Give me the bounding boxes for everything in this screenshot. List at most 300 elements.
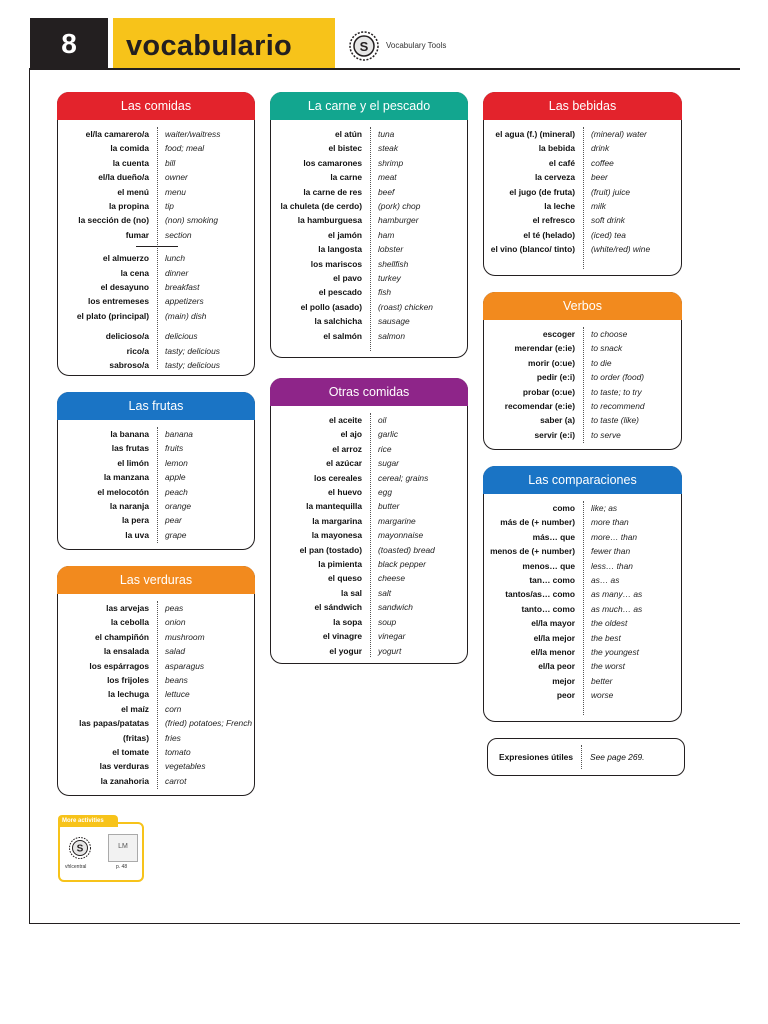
vocab-row [58,441,254,455]
english-translation: to taste (like) [591,415,639,426]
english-translation: soup [378,616,397,627]
vocab-row [484,544,681,558]
supersite-logo-icon[interactable] [348,30,380,62]
vocab-row [484,356,681,370]
english-translation: sausage [378,316,410,327]
card-title: Las bebidas [483,92,682,120]
spanish-term: la cena [120,267,149,278]
vocab-row [484,428,681,442]
vocab-row [484,242,681,256]
spanish-term: las papas/patatas (fritas) [79,718,149,743]
spanish-term: el/la mejor [533,632,575,643]
spanish-term: el queso [328,573,362,584]
vocabulary-tools-link[interactable]: Vocabulary Tools [386,41,447,50]
vocab-row [271,300,467,314]
english-translation: cheese [378,573,406,584]
spanish-term: recomendar (e:ie) [504,401,575,412]
page-title: vocabulario [126,30,293,62]
spanish-term: merendar (e:ie) [514,343,575,354]
english-translation: to order (food) [591,372,645,383]
spanish-term: el atún [335,129,362,139]
spanish-term: la chuleta (de cerdo) [280,201,362,212]
spanish-term: la ensalada [103,646,149,657]
card-verbos [483,292,682,450]
vocab-row [271,257,467,271]
english-translation: salad [165,646,186,657]
english-translation: grape [165,529,187,540]
english-translation: to choose [591,329,628,339]
english-translation: dinner [165,267,189,278]
english-translation: appetizers [165,296,204,307]
vocab-row [58,470,254,484]
vocab-row [484,674,681,688]
spanish-term: los entremeses [88,296,149,307]
spanish-term: menos de (+ number) [490,546,575,557]
spanish-term: el pollo (asado) [300,301,362,312]
english-translation: shrimp [378,157,404,168]
vocab-list [58,601,254,788]
spanish-term: la carne [330,172,362,183]
spanish-term: la banana [110,429,149,439]
vocab-row [484,156,681,170]
spanish-term: el refresco [532,215,575,226]
header-rule [30,68,740,70]
expresiones-label: Expresiones útiles [498,752,573,762]
expresiones-page-ref[interactable]: See page 269. [590,752,645,762]
spanish-term: las arvejas [106,603,149,613]
spanish-term: el bistec [328,143,362,154]
spanish-term: tantos/as… como [505,589,575,600]
spanish-term: la comida [110,143,149,154]
spanish-term: la manzana [103,472,149,483]
spanish-term: el plato (principal) [76,310,149,321]
spanish-term: las frutas [111,443,149,454]
spanish-term: los espárragos [89,660,149,671]
vocab-row [271,213,467,227]
vocab-row [484,530,681,544]
spanish-term: más… que [532,531,575,542]
english-translation: (fruit) juice [591,186,631,197]
vocab-row [484,341,681,355]
spanish-term: la sopa [333,616,362,627]
english-translation: as many… as [591,589,643,600]
english-translation: beer [591,172,608,183]
spanish-term: peor [556,690,575,701]
english-translation: cereal; grains [378,472,429,483]
vocab-row [271,427,467,441]
english-translation: banana [165,429,193,439]
lab-manual-icon[interactable] [108,834,138,862]
vocab-row [484,413,681,427]
spanish-term: el yogur [329,645,362,656]
vocab-row [271,485,467,499]
vocab-row [58,141,254,155]
spanish-term: el sándwich [314,602,362,613]
english-translation: waiter/waitress [165,129,221,139]
spanish-term: el/la peor [538,661,575,672]
english-translation: yogurt [378,645,402,656]
english-translation: rice [378,443,392,454]
card-title: Las comidas [57,92,255,120]
english-translation: the worst [591,661,625,672]
svg-text:S: S [359,39,369,54]
english-translation: fewer than [591,546,631,557]
english-translation: as much… as [591,603,643,614]
spanish-term: el huevo [328,487,362,498]
english-translation: peach [165,486,188,497]
vocab-list [484,327,681,442]
english-translation: food; meal [165,143,205,154]
more-activities-tab: More activities [58,815,118,827]
english-translation: beef [378,186,395,197]
spanish-term: la uva [125,529,149,540]
card-otras [270,378,468,664]
spanish-term: el café [548,157,575,168]
vocab-row [484,385,681,399]
spanish-term: mejor [552,675,575,686]
spanish-term: el pan (tostado) [299,544,362,555]
vocab-list [484,127,681,257]
vocab-row [58,687,254,701]
vocab-row [484,213,681,227]
english-translation: lunch [165,253,186,264]
spanish-term: el tomate [112,747,149,758]
vocab-row [484,559,681,573]
vocab-row [58,251,254,265]
spanish-term: saber (a) [540,415,575,426]
spanish-term: la mantequilla [306,501,362,512]
english-translation: egg [378,487,392,498]
vocab-row [271,314,467,328]
spanish-term: sabroso/a [109,360,149,371]
english-translation: soft drink [591,215,625,226]
english-translation: (toasted) bread [378,544,435,555]
vocab-row [58,329,254,343]
vocab-list [271,127,467,343]
spanish-term: el vinagre [322,631,362,642]
spanish-term: la zanahoria [100,775,149,786]
english-translation: carrot [165,775,187,786]
vocab-row [484,228,681,242]
vocab-row [484,185,681,199]
card-comparaciones [483,466,682,722]
vocab-row [271,644,467,658]
english-translation: peas [165,603,184,613]
english-translation: (main) dish [165,310,207,321]
vocab-row [58,716,254,745]
vocab-row [58,745,254,759]
english-translation: (white/red) wine [591,244,651,255]
english-translation: turkey [378,273,401,284]
card-comidas [57,92,255,376]
lab-manual-label: LM [118,843,128,850]
vocab-row [58,199,254,213]
card-title: Otras comidas [270,378,468,406]
vocab-list [58,127,254,373]
english-translation: milk [591,201,606,212]
spanish-term: menos… que [522,560,575,571]
spanish-term: el pavo [333,273,362,284]
vocab-row [484,587,681,601]
spanish-term: rico/a [126,345,149,356]
english-translation: onion [165,617,186,628]
spanish-term: la propina [108,201,149,212]
vocab-row [58,615,254,629]
vocab-row [271,199,467,213]
english-translation: less… than [591,560,633,571]
english-translation: (non) smoking [165,215,219,226]
spanish-term: la naranja [109,501,149,512]
english-translation: salmon [378,330,405,341]
english-translation: fruits [165,443,184,454]
spanish-term: el melocotón [97,486,149,497]
english-translation: corn [165,703,182,714]
english-translation: to snack [591,343,623,354]
english-translation: ham [378,229,395,240]
vocab-row [271,228,467,242]
english-translation: fish [378,287,392,298]
english-translation: (fried) potatoes; French fries [165,718,253,743]
card-carne [270,92,468,358]
english-translation: to serve [591,429,621,440]
english-translation: shellfish [378,258,409,269]
vocab-row [271,571,467,585]
english-translation: steak [378,143,399,154]
vhlcentral-icon[interactable] [68,836,92,860]
english-translation: garlic [378,429,399,440]
spanish-term: los mariscos [310,258,362,269]
english-translation: section [165,229,192,240]
vocab-row [484,659,681,673]
english-translation: the youngest [591,647,639,658]
spanish-term: los cereales [314,472,362,483]
vocab-row [271,514,467,528]
spanish-term: fumar [125,229,149,240]
vocab-row [58,774,254,788]
spanish-term: el almuerzo [102,253,149,264]
spanish-term: el agua (f.) (mineral) [495,129,575,139]
spanish-term: los frijoles [107,675,149,686]
vocab-row [484,141,681,155]
spanish-term: morir (o:ue) [528,357,575,368]
vocab-row [271,629,467,643]
spanish-term: la cerveza [534,172,575,183]
vocab-row [271,600,467,614]
english-translation: salt [378,587,392,598]
spanish-term: probar (o:ue) [522,386,575,397]
spanish-term: el aceite [328,415,362,425]
chapter-number: 8 [30,18,108,70]
vocab-row [271,170,467,184]
vocab-row [58,644,254,658]
vocab-row [271,127,467,141]
vocab-row [484,127,681,141]
vocab-row [58,358,254,372]
english-translation: lettuce [165,689,190,700]
spanish-term: el maíz [121,703,149,714]
vocab-row [58,185,254,199]
english-translation: drink [591,143,610,154]
spanish-term: la hamburguesa [297,215,362,226]
vocab-row [58,294,254,308]
english-translation: the best [591,632,621,643]
spanish-term: la carne de res [303,186,362,197]
english-translation: coffee [591,157,614,168]
vocab-row [484,170,681,184]
english-translation: tuna [378,129,395,139]
vocab-row [58,213,254,227]
vocab-row [58,485,254,499]
vocab-row [58,427,254,441]
card-title: Verbos [483,292,682,320]
vocab-row [58,309,254,323]
spanish-term: el jamón [328,229,362,240]
english-translation: black pepper [378,559,426,570]
vocab-list [484,501,681,703]
spanish-term: servir (e:i) [534,429,575,440]
spanish-term: la pimienta [318,559,362,570]
spanish-term: delicioso/a [105,331,149,342]
english-translation: asparagus [165,660,205,671]
english-translation: more than [591,517,629,528]
spanish-term: la sal [341,587,362,598]
english-translation: vinegar [378,631,406,642]
english-translation: to recommend [591,401,645,412]
spanish-term: el/la mayor [531,618,575,629]
vocab-row [58,170,254,184]
spanish-term: los camarones [303,157,362,168]
english-translation: lemon [165,457,188,468]
vocab-list [271,413,467,658]
english-translation: butter [378,501,400,512]
expresiones-utiles-box [487,738,685,776]
vocab-row [58,759,254,773]
vocab-row [271,156,467,170]
vocab-row [484,327,681,341]
vocab-row [484,573,681,587]
spanish-term: el pescado [318,287,362,298]
spanish-term: la leche [544,201,575,212]
spanish-term: la mayonesa [311,530,362,541]
vocab-row [484,616,681,630]
spanish-term: el champiñón [95,631,149,642]
english-translation: (pork) chop [378,201,421,212]
vocab-row [58,702,254,716]
card-verduras [57,566,255,796]
english-translation: tip [165,201,174,212]
vocab-list [58,427,254,542]
english-translation: pear [165,515,182,526]
spanish-term: la cuenta [112,157,149,168]
vocab-row [58,127,254,141]
vocab-row [271,557,467,571]
spanish-term: el arroz [332,443,362,454]
spanish-term: el azúcar [326,458,362,469]
english-translation: sugar [378,458,399,469]
english-translation: worse [591,690,614,701]
spanish-term: el vino (blanco/ tinto) [490,244,575,255]
vocab-row [58,630,254,644]
english-translation: to die [591,357,612,368]
spanish-term: la margarina [312,515,362,526]
english-translation: better [591,675,613,686]
vocab-row [271,499,467,513]
english-translation: mushroom [165,631,205,642]
english-translation: sandwich [378,602,413,613]
spanish-term: tan… como [529,575,575,586]
vocab-row [484,645,681,659]
spanish-term: la pera [121,515,149,526]
vocab-row [484,515,681,529]
card-bebidas [483,92,682,276]
lab-manual-page: p. 48 [116,864,128,870]
vocab-row [58,266,254,280]
spanish-term: escoger [542,329,575,339]
english-translation: tasty; delicious [165,360,220,371]
more-activities-box [58,818,144,882]
spanish-term: el/la camarero/a [85,129,149,139]
english-translation: hamburger [378,215,419,226]
spanish-term: el/la menor [530,647,575,658]
vocab-row [58,228,254,242]
english-translation: margarine [378,515,416,526]
vocab-row [58,528,254,542]
spanish-term: el/la dueño/a [98,172,149,183]
vocab-row [484,399,681,413]
card-title: Las verduras [57,566,255,594]
vocab-row [271,185,467,199]
vocab-row [271,141,467,155]
english-translation: as… as [591,575,620,586]
group-separator [136,246,178,247]
english-translation: menu [165,186,186,197]
spanish-term: el menú [117,186,149,197]
page-bottom-rule [29,923,740,924]
vocab-row [271,329,467,343]
english-translation: apple [165,472,186,483]
vocab-row [271,528,467,542]
english-translation: (mineral) water [591,129,647,139]
card-title: La carne y el pescado [270,92,468,120]
english-translation: oil [378,415,387,425]
vocab-row [484,688,681,702]
vocab-row [58,513,254,527]
card-title: Las frutas [57,392,255,420]
vocab-row [484,370,681,384]
spanish-term: la salchicha [314,316,362,327]
vocab-row [484,602,681,616]
vocab-row [58,456,254,470]
vocab-row [484,199,681,213]
vocab-row [58,601,254,615]
vocab-row [58,499,254,513]
vocab-row [58,156,254,170]
spanish-term: el salmón [323,330,362,341]
vocab-row [58,659,254,673]
english-translation: lobster [378,244,404,255]
vocab-row [484,501,681,515]
spanish-term: la bebida [538,143,575,154]
vocab-row [58,344,254,358]
english-translation: owner [165,172,188,183]
english-translation: to taste; to try [591,386,642,397]
spanish-term: la langosta [318,244,362,255]
english-translation: tasty; delicious [165,345,220,356]
english-translation: beans [165,675,188,686]
spanish-term: las verduras [99,761,149,772]
english-translation: (roast) chicken [378,301,433,312]
spanish-term: el jugo (de fruta) [509,186,575,197]
